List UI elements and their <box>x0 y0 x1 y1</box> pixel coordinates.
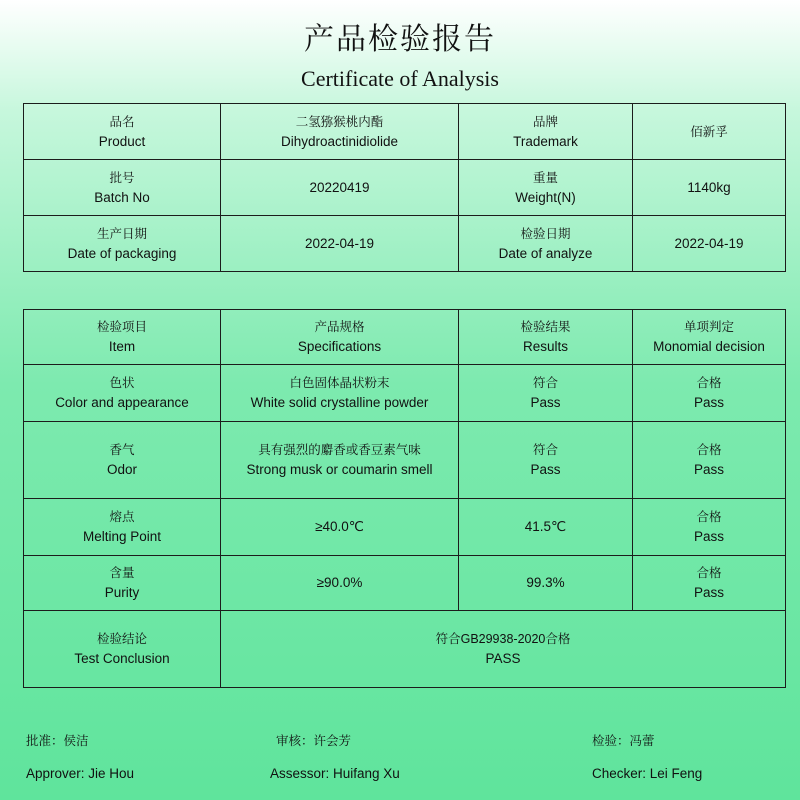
decision-cn: 合格 <box>696 376 722 390</box>
spec-cell <box>221 365 459 422</box>
table-row <box>24 499 786 556</box>
decision-cn: 合格 <box>696 566 722 580</box>
result-cn: 符合 <box>532 376 558 390</box>
analyzedate-value-cell <box>633 216 786 272</box>
product-label-en: Product <box>98 133 146 149</box>
item-cell <box>24 556 221 611</box>
spec-cell <box>221 422 459 499</box>
decision-cn: 合格 <box>696 443 722 457</box>
product-label-cell <box>24 104 221 160</box>
conclusion-label-cn: 检验结论 <box>96 632 147 646</box>
result-cn: 符合 <box>532 443 558 457</box>
spec-value: ≥90.0% <box>316 575 363 590</box>
item-cn: 香气 <box>109 443 135 457</box>
table-row <box>24 104 786 160</box>
decision-cell <box>633 499 786 556</box>
header-result-cn: 检验结果 <box>520 320 571 334</box>
decision-cell <box>633 365 786 422</box>
result-value: 41.5℃ <box>524 519 567 534</box>
header-spec <box>221 310 459 365</box>
packdate-label-cell <box>24 216 221 272</box>
analyzedate-value: 2022-04-19 <box>674 235 744 251</box>
batch-value: 20220419 <box>309 179 370 195</box>
packdate-label-en: Date of packaging <box>67 245 177 261</box>
decision-en: Pass <box>693 395 724 410</box>
item-en: Odor <box>106 462 137 477</box>
item-cell <box>24 499 221 556</box>
result-en: Pass <box>530 462 561 477</box>
item-en: Color and appearance <box>55 395 189 410</box>
spec-en: White solid crystalline powder <box>250 395 429 410</box>
spec-value: ≥40.0℃ <box>315 519 364 534</box>
header-decision <box>633 310 786 365</box>
item-cn: 熔点 <box>109 510 135 524</box>
trademark-label-en: Trademark <box>513 133 578 149</box>
result-value: 99.3% <box>526 575 565 590</box>
result-cell <box>459 499 633 556</box>
page-title-en: Certificate of Analysis <box>301 66 499 91</box>
spec-cell <box>221 499 459 556</box>
analyzedate-label-cn: 检验日期 <box>520 226 571 241</box>
conclusion-value-cn: 符合GB29938-2020合格 <box>435 632 571 646</box>
conclusion-label-cell <box>24 611 221 688</box>
header-decision-en: Monomial decision <box>653 339 765 354</box>
item-en: Purity <box>104 585 140 600</box>
spec-en: Strong musk or coumarin smell <box>246 462 433 477</box>
item-cell <box>24 422 221 499</box>
batch-label-cn: 批号 <box>109 170 135 185</box>
product-value-en: Dihydroactinidiolide <box>280 133 399 149</box>
product-label-cn: 品名 <box>109 114 135 129</box>
packdate-value-cell <box>221 216 459 272</box>
assessor-en: Assessor: Huifang Xu <box>270 766 400 781</box>
batch-label-cell <box>24 160 221 216</box>
table-row <box>24 216 786 272</box>
page-title-cn: 产品检验报告 <box>304 22 496 57</box>
header-item-en: Item <box>108 339 136 354</box>
weight-value: 1140kg <box>687 179 731 195</box>
packdate-label-cn: 生产日期 <box>96 226 147 241</box>
weight-label-en: Weight(N) <box>515 189 576 205</box>
trademark-value-cell <box>633 104 786 160</box>
approver-cn-text: 批准：侯洁 <box>26 734 89 748</box>
weight-label-cell <box>459 160 633 216</box>
checker-cn-text: 检验：冯蕾 <box>592 734 655 748</box>
weight-label-cn: 重量 <box>532 170 558 185</box>
approver-cn <box>26 731 89 749</box>
analysis-results-table <box>23 309 786 688</box>
table-row <box>24 422 786 499</box>
checker-en: Checker: Lei Feng <box>592 766 703 781</box>
conclusion-value-en: PASS <box>485 651 521 666</box>
weight-value-cell <box>633 160 786 216</box>
trademark-label-cell <box>459 104 633 160</box>
trademark-value: 佰新孚 <box>690 124 728 139</box>
decision-cell <box>633 422 786 499</box>
item-cn: 含量 <box>109 566 135 580</box>
checker-cn <box>592 731 655 749</box>
spec-cell <box>221 556 459 611</box>
assessor-cn-text: 审核：许会芳 <box>276 734 352 748</box>
assessor-cn <box>276 731 351 749</box>
spec-cn: 白色固体晶状粉末 <box>289 376 390 390</box>
table-row <box>24 611 786 688</box>
header-item <box>24 310 221 365</box>
product-value-cn: 二氢猕猴桃内酯 <box>295 114 384 129</box>
approver-en: Approver: Jie Hou <box>26 766 135 781</box>
table-header-row <box>24 310 786 365</box>
decision-cell <box>633 556 786 611</box>
conclusion-label-en: Test Conclusion <box>74 651 170 666</box>
decision-cn: 合格 <box>696 510 722 524</box>
batch-value-cell <box>221 160 459 216</box>
conclusion-value-cell <box>221 611 786 688</box>
batch-label-en: Batch No <box>94 189 150 205</box>
trademark-label-cn: 品牌 <box>532 114 558 129</box>
table-row <box>24 365 786 422</box>
packdate-value: 2022-04-19 <box>304 235 375 251</box>
table-row <box>24 556 786 611</box>
decision-en: Pass <box>693 585 724 600</box>
spec-cn: 具有强烈的麝香或香豆素气味 <box>258 443 421 457</box>
analyzedate-label-en: Date of analyze <box>498 245 593 261</box>
analyzedate-label-cell <box>459 216 633 272</box>
decision-en: Pass <box>693 462 724 477</box>
header-result <box>459 310 633 365</box>
result-cell <box>459 422 633 499</box>
product-value-cell <box>221 104 459 160</box>
result-cell <box>459 556 633 611</box>
item-en: Melting Point <box>82 529 162 544</box>
table-row <box>24 160 786 216</box>
header-result-en: Results <box>522 339 568 354</box>
header-spec-cn: 产品规格 <box>314 320 365 334</box>
item-cell <box>24 365 221 422</box>
result-en: Pass <box>530 395 561 410</box>
header-decision-cn: 单项判定 <box>683 320 734 334</box>
header-item-cn: 检验项目 <box>96 320 147 334</box>
product-info-table <box>23 103 786 272</box>
header-spec-en: Specifications <box>297 339 382 354</box>
item-cn: 色状 <box>109 376 135 390</box>
result-cell <box>459 365 633 422</box>
decision-en: Pass <box>693 529 724 544</box>
